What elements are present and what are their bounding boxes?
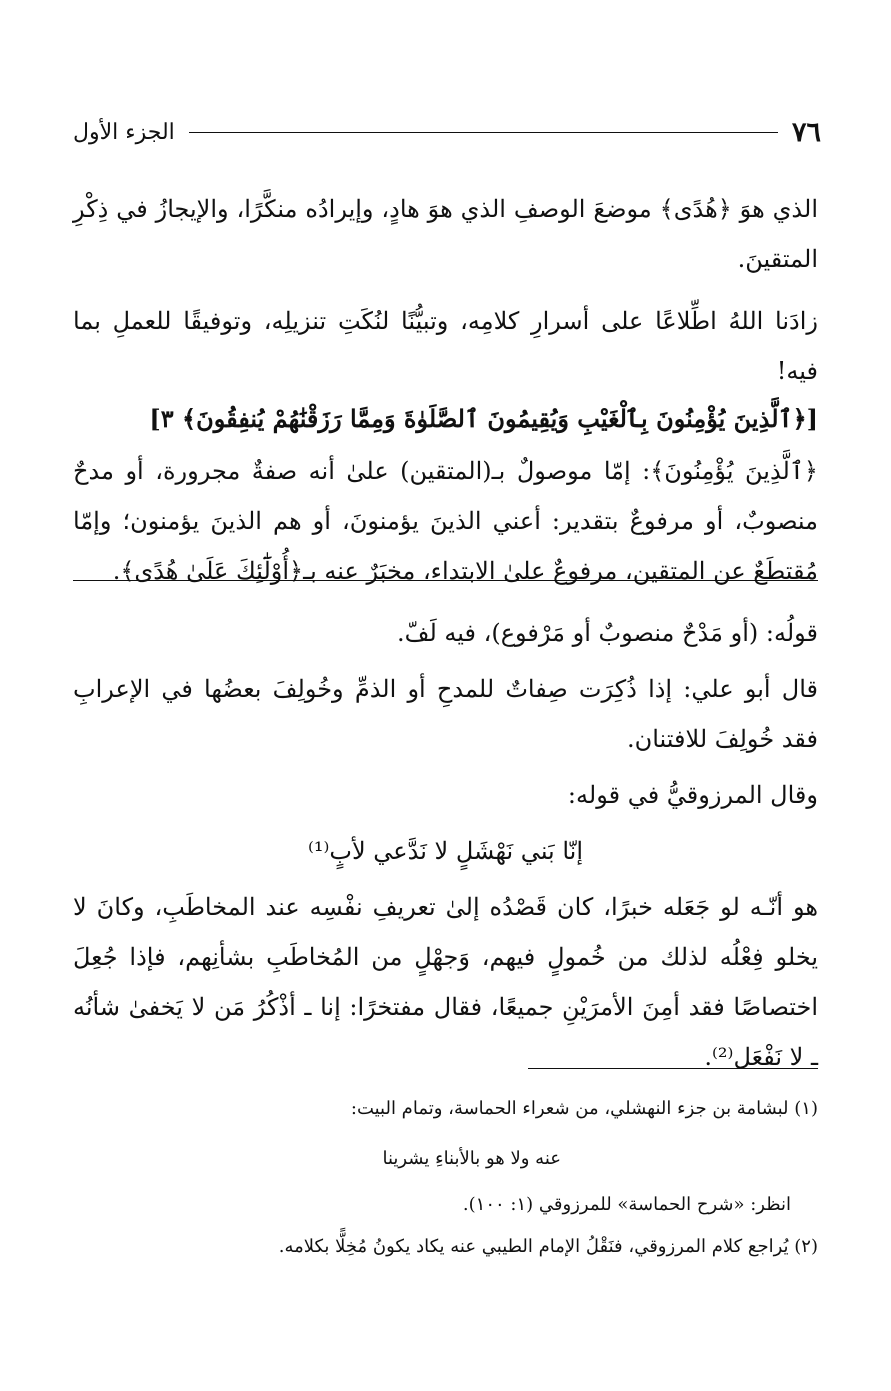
main-text: [73, 184, 818, 596]
footnote-2: (٢) يُراجع كلام المرزوقي، فنَقْلُ الإمام الطيبي عنه يكاد يكونُ مُخِلًّا بكلامه.: [278, 1236, 818, 1257]
main-paragraph-1: الذي هوَ ﴿هُدًى﴾ موضعَ الوصفِ الذي هوَ هادٍ، وإيرادُه منكَّرًا، والإيجازُ في ذِكْرِ المتقينَ.: [73, 195, 818, 273]
commentary-paragraph-4: هو أنّـه لو جَعَله خبرًا، كان قَصْدُه إلىٰ تعريفِ نفْسِه عند المخاطَبِ، وكانَ لا يخلو فِعْلُه لذلك من خُمولٍ فيهم، وَجهْلٍ من المُخاطَبِ بشأنِهم، فإذا جُعِلَ اختصاصًا فقد أمِنَ الأمرَيْنِ جميعًا، فقال مفتخرًا: إنا ـ أذْكُرُ مَن لا يَخفىٰ شأنُه ـ لا نَفْعَل⁽²⁾.: [73, 893, 818, 1071]
footnote-1: (١) لبشامة بن جزء النهشلي، من شعراء الحماسة، وتمام البيت:: [350, 1098, 818, 1119]
page-number: ٧٦: [791, 116, 821, 148]
header-rule: [189, 132, 778, 133]
footnote-1-reference: انظر: «شرح الحماسة» للمرزوقي (١: ١٠٠).: [462, 1194, 791, 1215]
page-header: [73, 112, 821, 152]
main-paragraph-3: ﴿ٱلَّذِينَ يُؤْمِنُونَ﴾: إمّا موصولٌ بـ(المتقين) علىٰ أنه صفةٌ مجرورة، أو مدحٌ منصوبٌ، أو مرفوعٌ بتقدير: أعني الذينَ يؤمنونَ، أو هم الذينَ يؤمنون؛ وإمّا مُقتطَعٌ عن المتقين، مرفوعٌ علىٰ الابتداء، مخبَرٌ عنه بـ﴿أُوْلَٰٓئِكَ عَلَىٰ هُدًى﴾.: [73, 457, 818, 585]
commentary-paragraph-3: وقال المرزوقيُّ في قوله:: [567, 781, 818, 809]
section-divider: [73, 580, 818, 581]
commentary-paragraph-1: قولُه: (أو مَدْحٌ منصوبٌ أو مَرْفوع)، فيه لَفّ.: [396, 619, 818, 647]
quran-verse: [﴿ٱلَّذِينَ يُؤْمِنُونَ بِٱلْغَيْبِ وَيُقِيمُونَ ٱلصَّلَوٰةَ وَمِمَّا رَزَقْنَٰهُمْ يُنفِقُونَ﴾ ٣]: [149, 404, 818, 433]
poem-line: إنّا بَني نَهْشَلٍ لا نَدَّعي لأبٍ⁽¹⁾: [307, 837, 584, 865]
part-title: الجزء الأول: [73, 119, 175, 145]
commentary-paragraph-2: قال أبو علي: إذا ذُكِرَت صِفاتٌ للمدحِ أو الذمِّ وخُولِفَ بعضُها في الإعرابِ فقد خُولِفَ للافتنان.: [73, 675, 818, 753]
main-paragraph-2: زادَنا اللهُ اطِّلاعًا على أسرارِ كلامِه، وتبيُّنًا لنُكَتِ تنزيلِه، وتوفيقًا للعملِ بما فيه!: [73, 307, 818, 385]
footnote-1-verse: عنه ولا هو بالأبناءِ يشرينا: [382, 1148, 561, 1169]
footnote-divider: [528, 1068, 818, 1069]
commentary-text: [73, 608, 818, 1082]
